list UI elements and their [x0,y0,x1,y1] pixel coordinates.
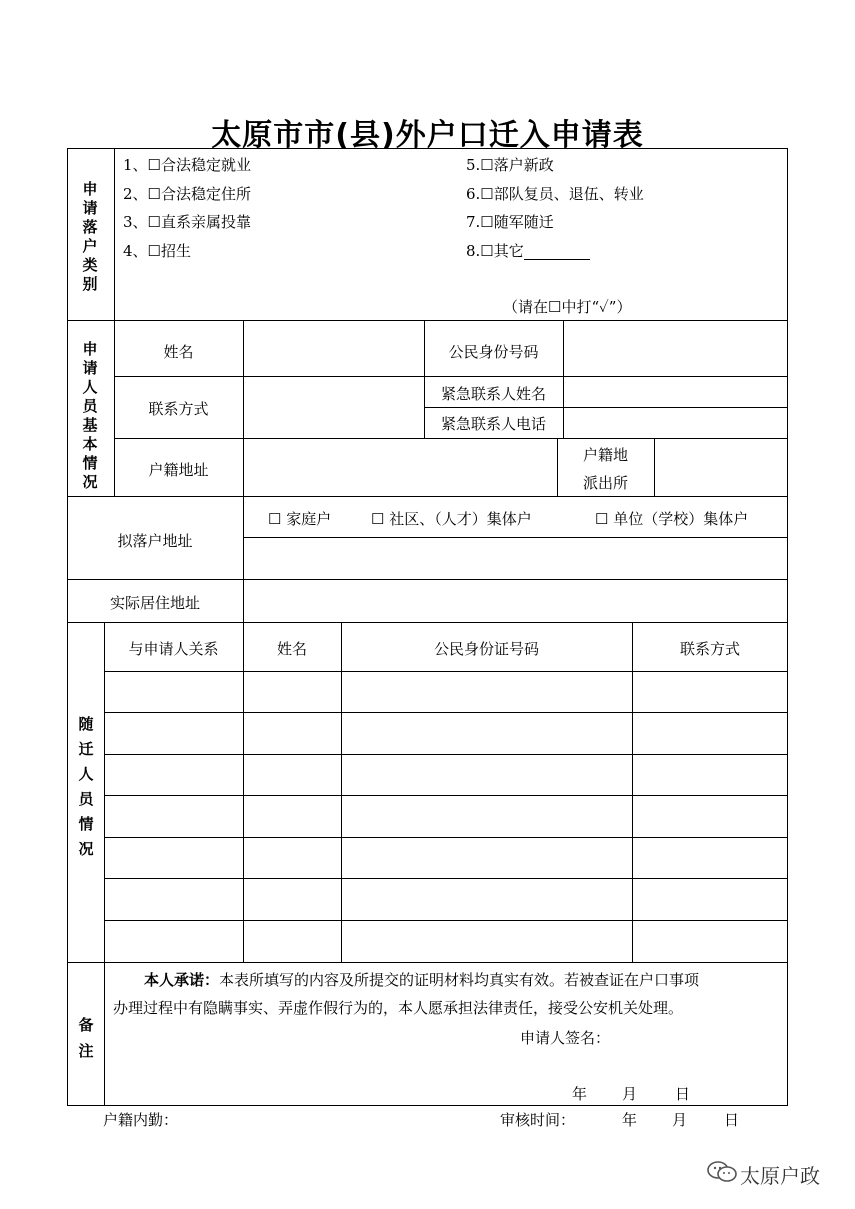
col-name: 姓名 [276,640,307,658]
footer-month: 月 [672,1111,688,1129]
contact-field[interactable] [244,377,423,437]
settle-address-field[interactable] [244,538,787,578]
footer-year: 年 [622,1111,638,1129]
remarks-year: 年 [572,1085,588,1103]
id-field[interactable] [564,321,787,375]
category-option-2[interactable]: 2、☐合法稳定住所 [123,185,251,203]
emergency-name-field[interactable] [564,377,787,406]
review-time-label: 审核时间： [500,1111,576,1129]
remarks-month: 月 [622,1085,638,1103]
contact-label: 联系方式 [148,400,209,418]
col-id: 公民身份证号码 [433,640,539,658]
household-type-family[interactable]: ☐ 家庭户 [268,510,332,528]
wechat-icon [706,1159,738,1185]
household-type-unit[interactable]: ☐ 单位（学校）集体户 [595,510,749,528]
emergency-name-label: 紧急联系人姓名 [440,385,546,403]
basic-header: 申请人员基本情况 [82,340,98,491]
page-title: 太原市市(县)外户口迁入申请表 [211,118,644,153]
category-option-4[interactable]: 4、☐招生 [123,242,191,260]
col-relation: 与申请人关系 [128,640,219,658]
signature-label: 申请人签名： [520,1029,611,1047]
remarks-header: 备注 [78,1016,94,1060]
police-station-label-2: 派出所 [582,474,628,492]
name-label: 姓名 [163,343,194,361]
household-type-community[interactable]: ☐ 社区、（人才）集体户 [371,510,532,528]
hukou-address-label: 户籍地址 [148,461,209,479]
pledge-line-1: 本人承诺：本表所填写的内容及所提交的证明材料均真实有效。若被查证在户口事项 [144,971,700,989]
category-option-7[interactable]: 7.☐随军随迁 [466,213,554,231]
pledge-line-2: 办理过程中有隐瞒事实、弄虚作假行为的，本人愿承担法律责任，接受公安机关处理。 [113,999,684,1017]
category-option-6[interactable]: 6.☐部队复员、退伍、转业 [466,185,644,203]
followers-header: 随迁人员情况 [78,715,94,858]
name-field[interactable] [244,321,423,375]
pledge-label: 本人承诺： [144,971,220,989]
signature-field[interactable] [620,1025,780,1051]
actual-address-label: 实际居住地址 [109,594,200,612]
watermark-text: 太原户政 [740,1164,820,1188]
actual-address-field[interactable] [244,580,787,621]
category-option-5[interactable]: 5.☐落户新政 [466,156,554,174]
police-station-label-1: 户籍地 [582,446,628,464]
clerk-label: 户籍内勤： [103,1111,179,1129]
other-blank-line[interactable] [524,245,590,260]
settle-address-label: 拟落户地址 [117,532,193,550]
category-option-1[interactable]: 1、☐合法稳定就业 [123,156,251,174]
category-option-8[interactable] [466,242,590,260]
footer-day: 日 [724,1111,740,1129]
emergency-phone-label: 紧急联系人电话 [440,415,546,433]
category-option-3[interactable]: 3、☐直系亲属投靠 [123,213,251,231]
id-label: 公民身份号码 [448,343,539,361]
col-contact: 联系方式 [679,640,740,658]
police-station-field[interactable] [655,439,787,495]
emergency-phone-field[interactable] [564,408,787,437]
hukou-address-field[interactable] [244,439,556,495]
checkmark-note: （请在☐中打“✓”） [503,298,632,316]
category-option-8-label: 8.☐其它 [466,242,524,260]
category-header: 申请落户类别 [82,180,98,293]
remarks-day: 日 [675,1085,691,1103]
